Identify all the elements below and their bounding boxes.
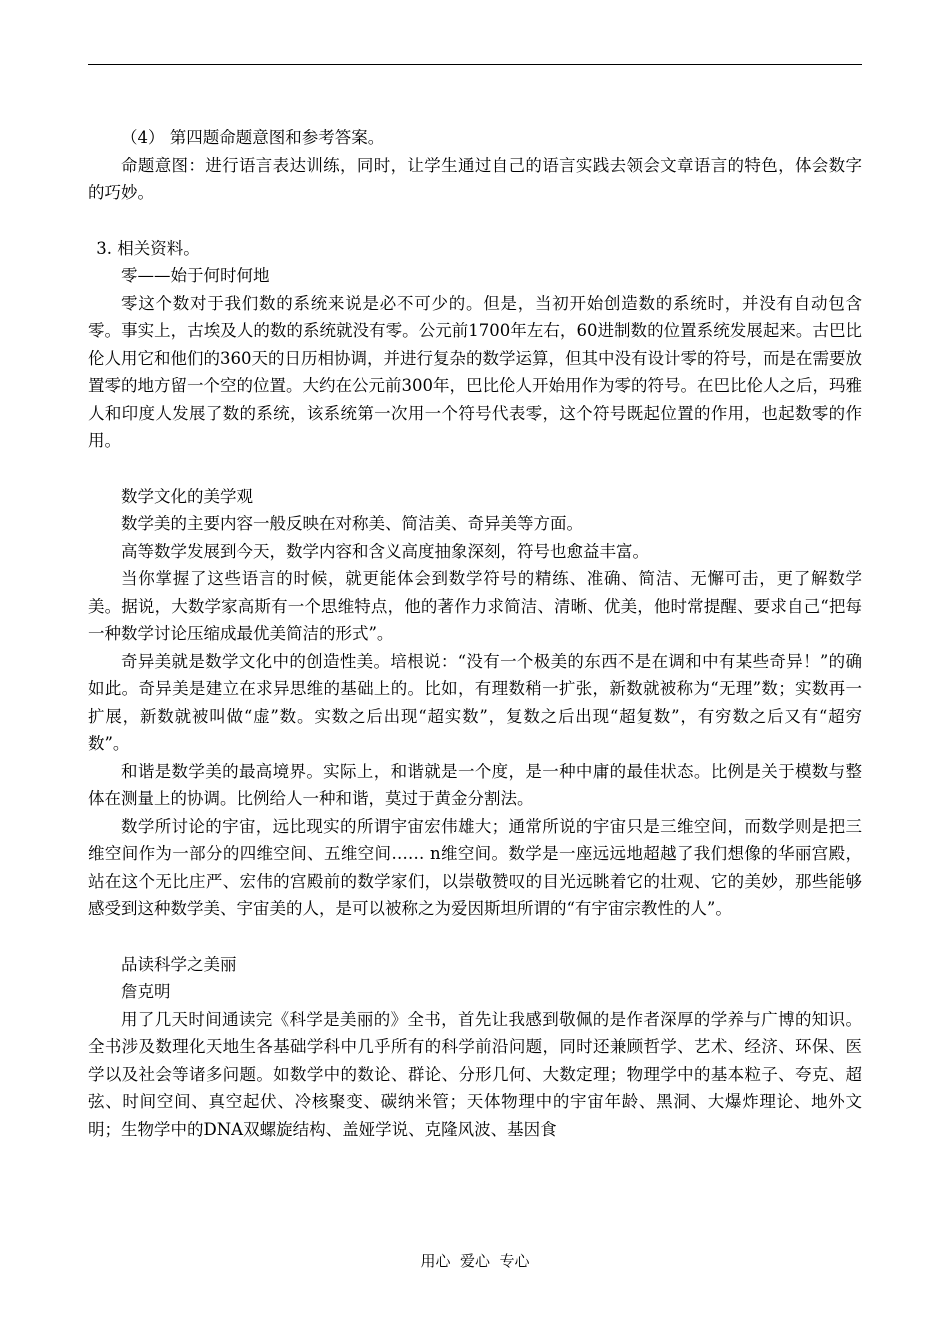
paragraph-universe: 数学所讨论的宇宙，远比现实的所谓宇宙宏伟雄大；通常所说的宇宙只是三维空间，而数学则是把三维空间作为一部分的四维空间、五维空间…… n维空间。数学是一座远远地超越了我们想像的华丽宫殿，站在这个无比庄严、宏伟的宫殿前的数学家们，以崇敬赞叹的目光远眺着它的壮观、它的美妙，那些能够感受到这种数学美、宇宙美的人，是可以被称之为爱因斯坦所谓的“有宇宙宗教性的人”。 (88, 816, 862, 918)
paragraph-book-review: 用了几天时间通读完《科学是美丽的》全书，首先让我感到敬佩的是作者深厚的学养与广博的知识。全书涉及数理化天地生各基础学科中几乎所有的科学前沿问题，同时还兼顾哲学、艺术、经济、环保、医学以及社会等诸多问题。如数学中的数论、群论、分形几何、大数定理；物理学中的基本粒子、夸克、超弦、时间空间、真空起伏、冷核聚变、碳纳米管；天体物理中的宇宙年龄、黑洞、大爆炸理论、地外文明；生物学中的DNA双螺旋结构、盖娅学说、克隆风波、基因食 (88, 1009, 862, 1139)
article-title-zero: 零——始于何时何地 (121, 266, 270, 285)
paragraph-zero-history: 零这个数对于我们数的系统来说是必不可少的。但是，当初开始创造数的系统时，并没有自动包含零。事实上，古埃及人的数的系统就没有零。公元前1700年左右，60进制数的位置系统发展起来。古巴比伦人用它和他们的360天的日历相协调，并进行复杂的数学运算，但其中没有设计零的符号，而是在需要放置零的地方留一个空的位置。大约在公元前300年，巴比伦人开始用作为零的符号。在巴比伦人之后，玛雅人和印度人发展了数的系统，该系统第一次用一个符号代表零，这个符号既起位置的作用，也起数零的作用。 (88, 293, 862, 450)
article-title-science-beauty: 品读科学之美丽 (121, 954, 237, 974)
spacer (88, 207, 862, 235)
article-author: 詹克明 (121, 982, 171, 1001)
document-body (88, 124, 862, 1143)
paragraph-strange-beauty: 奇异美就是数学文化中的创造性美。培根说：“没有一个极美的东西不是在调和中有某些奇异！”的确如此。奇异美是建立在求异思维的基础上的。比如，有理数稍一扩张，新数就被称为“无理”数；实数再一扩展，新数就被叫做“虚”数。实数之后出现“超实数”，复数之后出现“超复数”，有穷数之后又有“超穷数”。 (88, 651, 862, 753)
spacer (88, 923, 862, 951)
section-heading-materials: 3. 相关资料。 (96, 238, 200, 258)
article-title-math-aesthetics: 数学文化的美学观 (121, 486, 253, 506)
header-rule (88, 64, 862, 65)
spacer (88, 455, 862, 483)
paragraph-higher-math: 高等数学发展到今天，数学内容和含义高度抽象深刻，符号也愈益丰富。 (121, 541, 649, 561)
paragraph-q4-intent: 命题意图：进行语言表达训练，同时，让学生通过自己的语言实践去领会文章语言的特色，体会数字的巧妙。 (88, 155, 862, 202)
paragraph-harmony: 和谐是数学美的最高境界。实际上，和谐就是一个度，是一种中庸的最佳状态。比例是关于模数与整体在测量上的协调。比例给人一种和谐，莫过于黄金分割法。 (88, 761, 862, 808)
paragraph-math-beauty: 数学美的主要内容一般反映在对称美、简洁美、奇异美等方面。 (121, 514, 583, 533)
paragraph-gauss: 当你掌握了这些语言的时候，就更能体会到数学符号的精练、准确、简洁、无懈可击，更了解数学美。据说，大数学家高斯有一个思维特点，他的著作力求简洁、清晰、优美，他时常提醒、要求自己“把每一种数学讨论压缩成最优美简洁的形式”。 (88, 569, 862, 643)
paragraph-q4-title: （4） 第四题命题意图和参考答案。 (121, 128, 385, 147)
page-footer: 用心 爱心 专心 (420, 1252, 530, 1270)
